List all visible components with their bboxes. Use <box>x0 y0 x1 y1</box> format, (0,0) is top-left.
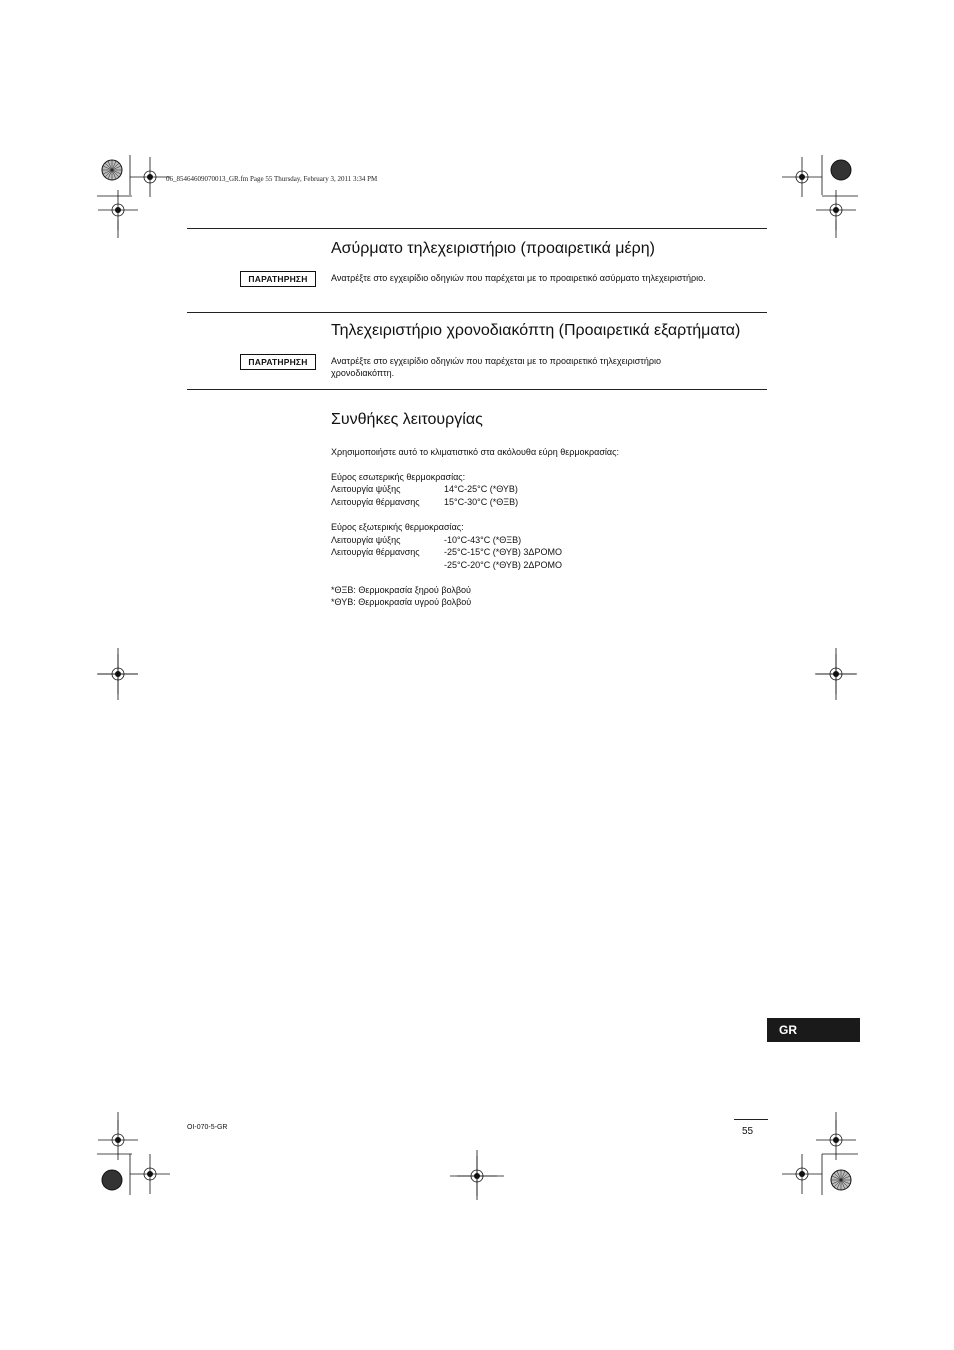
section-divider <box>187 228 767 229</box>
footnote-dry-bulb: *ΘΞΒ: Θερμοκρασία ξηρού βολβού <box>331 585 471 595</box>
note-line: Ανατρέξτε στο εγχειρίδιο οδηγιών που παρέχεται με το προαιρετικό ασύρματο τηλεχειριστήριο. <box>331 273 706 283</box>
indoor-value-heating: 15°C-30°C (*ΘΞΒ) <box>444 497 519 507</box>
indoor-mode-heating: Λειτουργία θέρμανσης <box>331 497 420 507</box>
section-divider <box>187 312 767 313</box>
section-title-timer-remote: Τηλεχειριστήριο χρονοδιακόπτη (Προαιρετικά εξαρτήματα) <box>331 322 741 339</box>
file-info-header: 06_85464609070013_GR.fm Page 55 Thursday, February 3, 2011 3:34 PM <box>166 175 378 183</box>
outdoor-mode-cooling: Λειτουργία ψύξης <box>331 535 401 545</box>
page-number-rule <box>734 1119 768 1120</box>
outdoor-range-heading: Εύρος εξωτερικής θερμοκρασίας: <box>331 522 464 532</box>
note-line: Ανατρέξτε στο εγχειρίδιο οδηγιών που παρέχεται με το προαιρετικό τηλεχειριστήριο <box>331 356 661 366</box>
footnote-wet-bulb: *ΘΥΒ: Θερμοκρασία υγρού βολβού <box>331 597 472 607</box>
note-text <box>331 272 771 284</box>
language-tab: GR <box>767 1018 860 1042</box>
outdoor-value-heating-3way: -25°C-15°C (*ΘΥΒ) 3ΔΡΟΜΟ <box>444 547 562 557</box>
indoor-range-heading: Εύρος εσωτερικής θερμοκρασίας: <box>331 472 466 482</box>
note-badge: ΠΑΡΑΤΗΡΗΣΗ <box>240 271 316 287</box>
note-text <box>331 355 731 379</box>
section-divider <box>187 389 767 390</box>
section-title-wireless-remote: Ασύρματο τηλεχειριστήριο (προαιρετικά μέρη) <box>331 240 655 257</box>
note-badge: ΠΑΡΑΤΗΡΗΣΗ <box>240 354 316 370</box>
indoor-mode-cooling: Λειτουργία ψύξης <box>331 484 401 494</box>
section-title-operating-conditions: Συνθήκες λειτουργίας <box>331 411 483 428</box>
note-line: χρονοδιακόπτη. <box>331 368 395 378</box>
document-code: OI-070-5-GR <box>187 1124 228 1131</box>
indoor-value-cooling: 14°C-25°C (*ΘΥΒ) <box>444 484 518 494</box>
outdoor-value-cooling: -10°C-43°C (*ΘΞΒ) <box>444 535 522 545</box>
page-number: 55 <box>742 1126 754 1137</box>
intro-text: Χρησιμοποιήστε αυτό το κλιματιστικό στα ακόλουθα εύρη θερμοκρασίας: <box>331 447 619 457</box>
outdoor-mode-heating: Λειτουργία θέρμανσης <box>331 547 420 557</box>
outdoor-value-heating-2way: -25°C-20°C (*ΘΥΒ) 2ΔΡΟΜΟ <box>444 560 562 570</box>
